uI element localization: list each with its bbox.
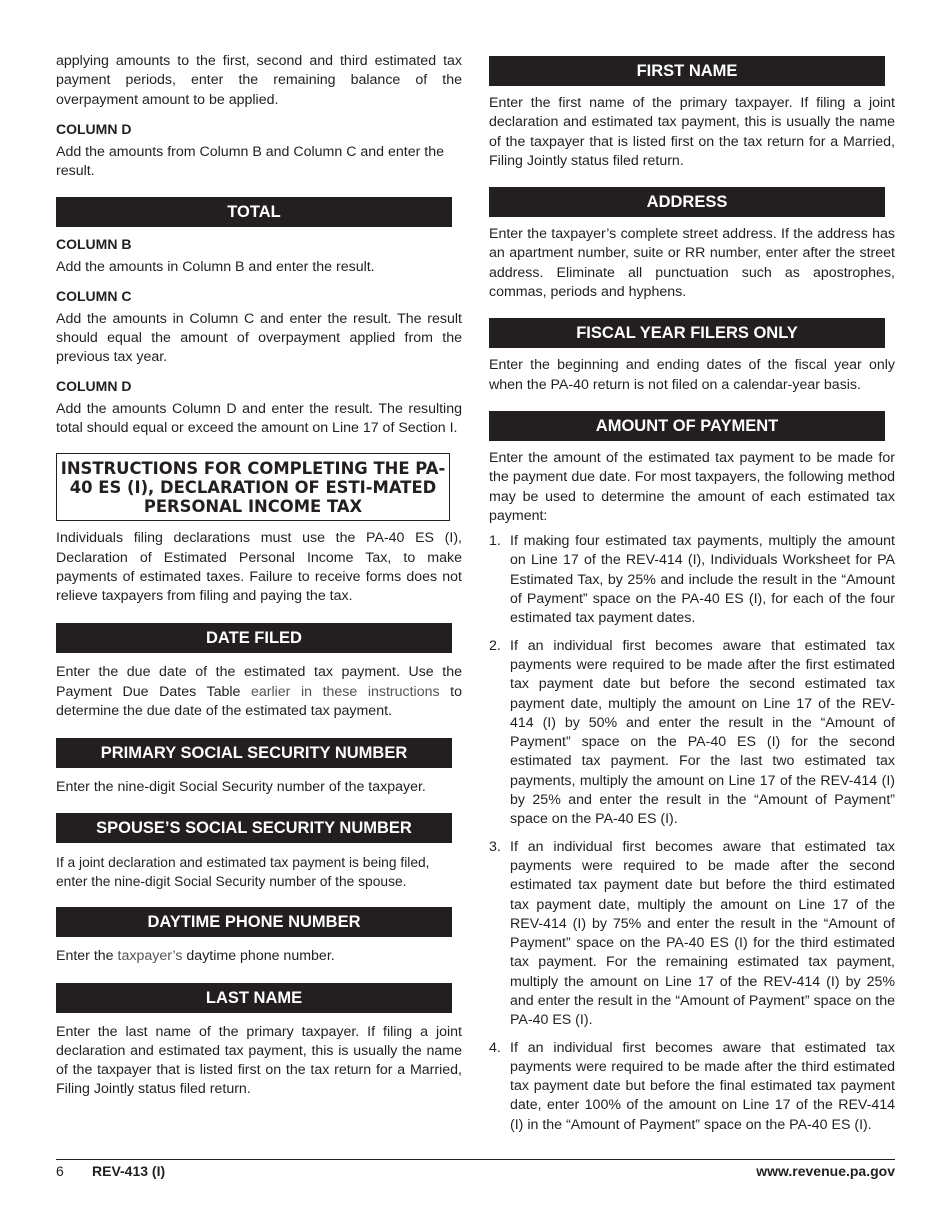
last-name-bar: LAST NAME	[56, 983, 452, 1013]
column-d-heading: COLUMN D	[56, 120, 132, 137]
total-column-b-text: Add the amounts in Column B and enter the result.	[56, 259, 375, 276]
primary-ssn-bar: PRIMARY SOCIAL SECURITY NUMBER	[56, 738, 452, 768]
list-item-number: 2.	[489, 637, 501, 654]
instructions-paragraph: Individuals filing declarations must use the PA-40 ES (I), Declaration of Estimated Personal Income Tax, to make payments of estimated taxes. Failure to receive forms does not relieve taxpayers from filing and paying the tax.	[56, 530, 462, 605]
intro-paragraph: applying amounts to the first, second and third estimated tax payment periods, enter the remaining balance of the overpayment amount to be applied.	[56, 53, 462, 108]
total-section-bar: TOTAL	[56, 197, 452, 227]
phone-text-part1: Enter the	[56, 948, 114, 965]
date-filed-link[interactable]: earlier in these instructions	[250, 683, 440, 700]
website-link[interactable]: www.revenue.pa.gov	[756, 1163, 895, 1179]
fiscal-year-text: Enter the beginning and ending dates of the fiscal year only when the PA-40 return is not filed on a calendar-year basis.	[489, 357, 895, 393]
total-column-c-text: Add the amounts in Column C and enter the result. The result should equal the amount of overpayment applied from the previous tax year.	[56, 310, 462, 366]
list-item-text: If an individual first becomes aware that estimated tax payments were required to be made after the second estimated tax payment date but before the third estimated tax payment date, multiply the amount on Line 17 of the REV-414 (I) by 75% and enter the result in the “Amount of Payment” space on the PA-40 ES (I) for the third estimated tax payment. For the remaining estimated tax payment, multiply the amount on Line 17 of the REV-414 (I) by 25% and enter the result in the “Amount of Payment” space on the PA-40 ES (I).	[510, 838, 895, 1029]
payment-method-list	[489, 532, 895, 1135]
list-item-text: If making four estimated tax payments, multiply the amount on Line 17 of the REV-414 (I), Individuals Worksheet for PA Estimated Tax, by 25% and include the result in the “Amount of Payment” space on the PA-40 ES (I), for each of the four estimated tax payment dates.	[510, 533, 895, 627]
date-filed-bar: DATE FILED	[56, 623, 452, 653]
left-column	[56, 52, 462, 1100]
daytime-phone-bar: DAYTIME PHONE NUMBER	[56, 907, 452, 937]
list-item-text: If an individual first becomes aware that estimated tax payments were required to be made after the first estimated tax payment date but before the second estimated tax payment date, multiply the amount on Line 17 of the REV-414 (I) by 50% and enter the result in the “Amount of Payment” space on the PA-40 ES (I) for the second estimated tax payment. For the last two estimated tax payments, multiply the amount on Line 17 of the REV-414 (I) by 25% and enter the result in the “Amount of Payment” space on the PA-40 ES (I).	[510, 637, 895, 828]
total-column-b-heading: COLUMN B	[56, 236, 132, 253]
list-item	[489, 838, 895, 1031]
right-column	[489, 56, 895, 1135]
total-column-c-heading: COLUMN C	[56, 287, 132, 304]
instructions-heading-box: INSTRUCTIONS FOR COMPLETING THE PA-40 ES (I), DECLARATION OF ESTI-MATED PERSONAL INCOME TAX	[56, 453, 450, 521]
page-number: 6	[56, 1163, 64, 1179]
list-item	[489, 637, 895, 830]
total-column-d-text: Add the amounts Column D and enter the result. The resulting total should equal or exceed the amount on Line 17 of Section I.	[56, 400, 462, 436]
address-text: Enter the taxpayer’s complete street address. If the address has an apartment number, suite or RR number, enter after the street address. Eliminate all punctuation such as apostrophes, commas, periods and hyphens.	[489, 226, 895, 301]
list-item-text: If an individual first becomes aware that estimated tax payments were required to be made after the third estimated tax payment date but before the final estimated tax payment date, enter 100% of the amount on Line 17 of the REV-414 (I) in the “Amount of Payment” space on the PA-40 ES (I).	[510, 1039, 895, 1133]
list-item-number: 1.	[489, 533, 501, 550]
date-filed-text-part3: to determine the due date of the estimated tax payment.	[56, 683, 462, 720]
list-item-number: 4.	[489, 1039, 501, 1056]
first-name-bar: FIRST NAME	[489, 56, 885, 86]
amount-of-payment-text: Enter the amount of the estimated tax payment to be made for the payment due date. For most taxpayers, the following method may be used to determine the amount of each estimated tax payment:	[489, 449, 895, 524]
form-id: REV-413 (I)	[92, 1163, 166, 1179]
fiscal-year-bar: FISCAL YEAR FILERS ONLY	[489, 318, 885, 348]
date-filed-text-part1: Enter the due date of the estimated tax payment. Use the Payment Due Dates Table	[56, 664, 462, 700]
phone-text-part3: daytime phone number.	[186, 948, 335, 965]
amount-of-payment-bar: AMOUNT OF PAYMENT	[489, 411, 885, 441]
list-item-number: 3.	[489, 838, 501, 855]
phone-text-part2: taxpayer’s	[117, 948, 183, 965]
list-item	[489, 532, 895, 628]
last-name-text: Enter the last name of the primary taxpayer. If filing a joint declaration and estimated tax payment, this is usually the name of the taxpayer that is listed first on the tax return for a Married, Filing Jointly status filed return.	[56, 1023, 462, 1098]
first-name-text: Enter the first name of the primary taxpayer. If filing a joint declaration and estimated tax payment, this is usually the name of the taxpayer that is listed first on the tax return for a Married, Filing Jointly status filed return.	[489, 95, 895, 169]
address-bar: ADDRESS	[489, 187, 885, 217]
total-column-d-heading: COLUMN D	[56, 377, 132, 394]
spouse-ssn-bar: SPOUSE’S SOCIAL SECURITY NUMBER	[56, 813, 452, 843]
spouse-ssn-text: If a joint declaration and estimated tax payment is being filed, enter the nine-digit Social Security number of the spouse.	[56, 854, 430, 889]
footer-divider	[56, 1159, 895, 1160]
daytime-phone-text	[56, 947, 462, 966]
primary-ssn-text: Enter the nine-digit Social Security number of the taxpayer.	[56, 779, 426, 796]
date-filed-text	[56, 663, 462, 721]
column-d-text: Add the amounts from Column B and Column C and enter the result.	[56, 143, 445, 180]
list-item	[489, 1039, 895, 1135]
